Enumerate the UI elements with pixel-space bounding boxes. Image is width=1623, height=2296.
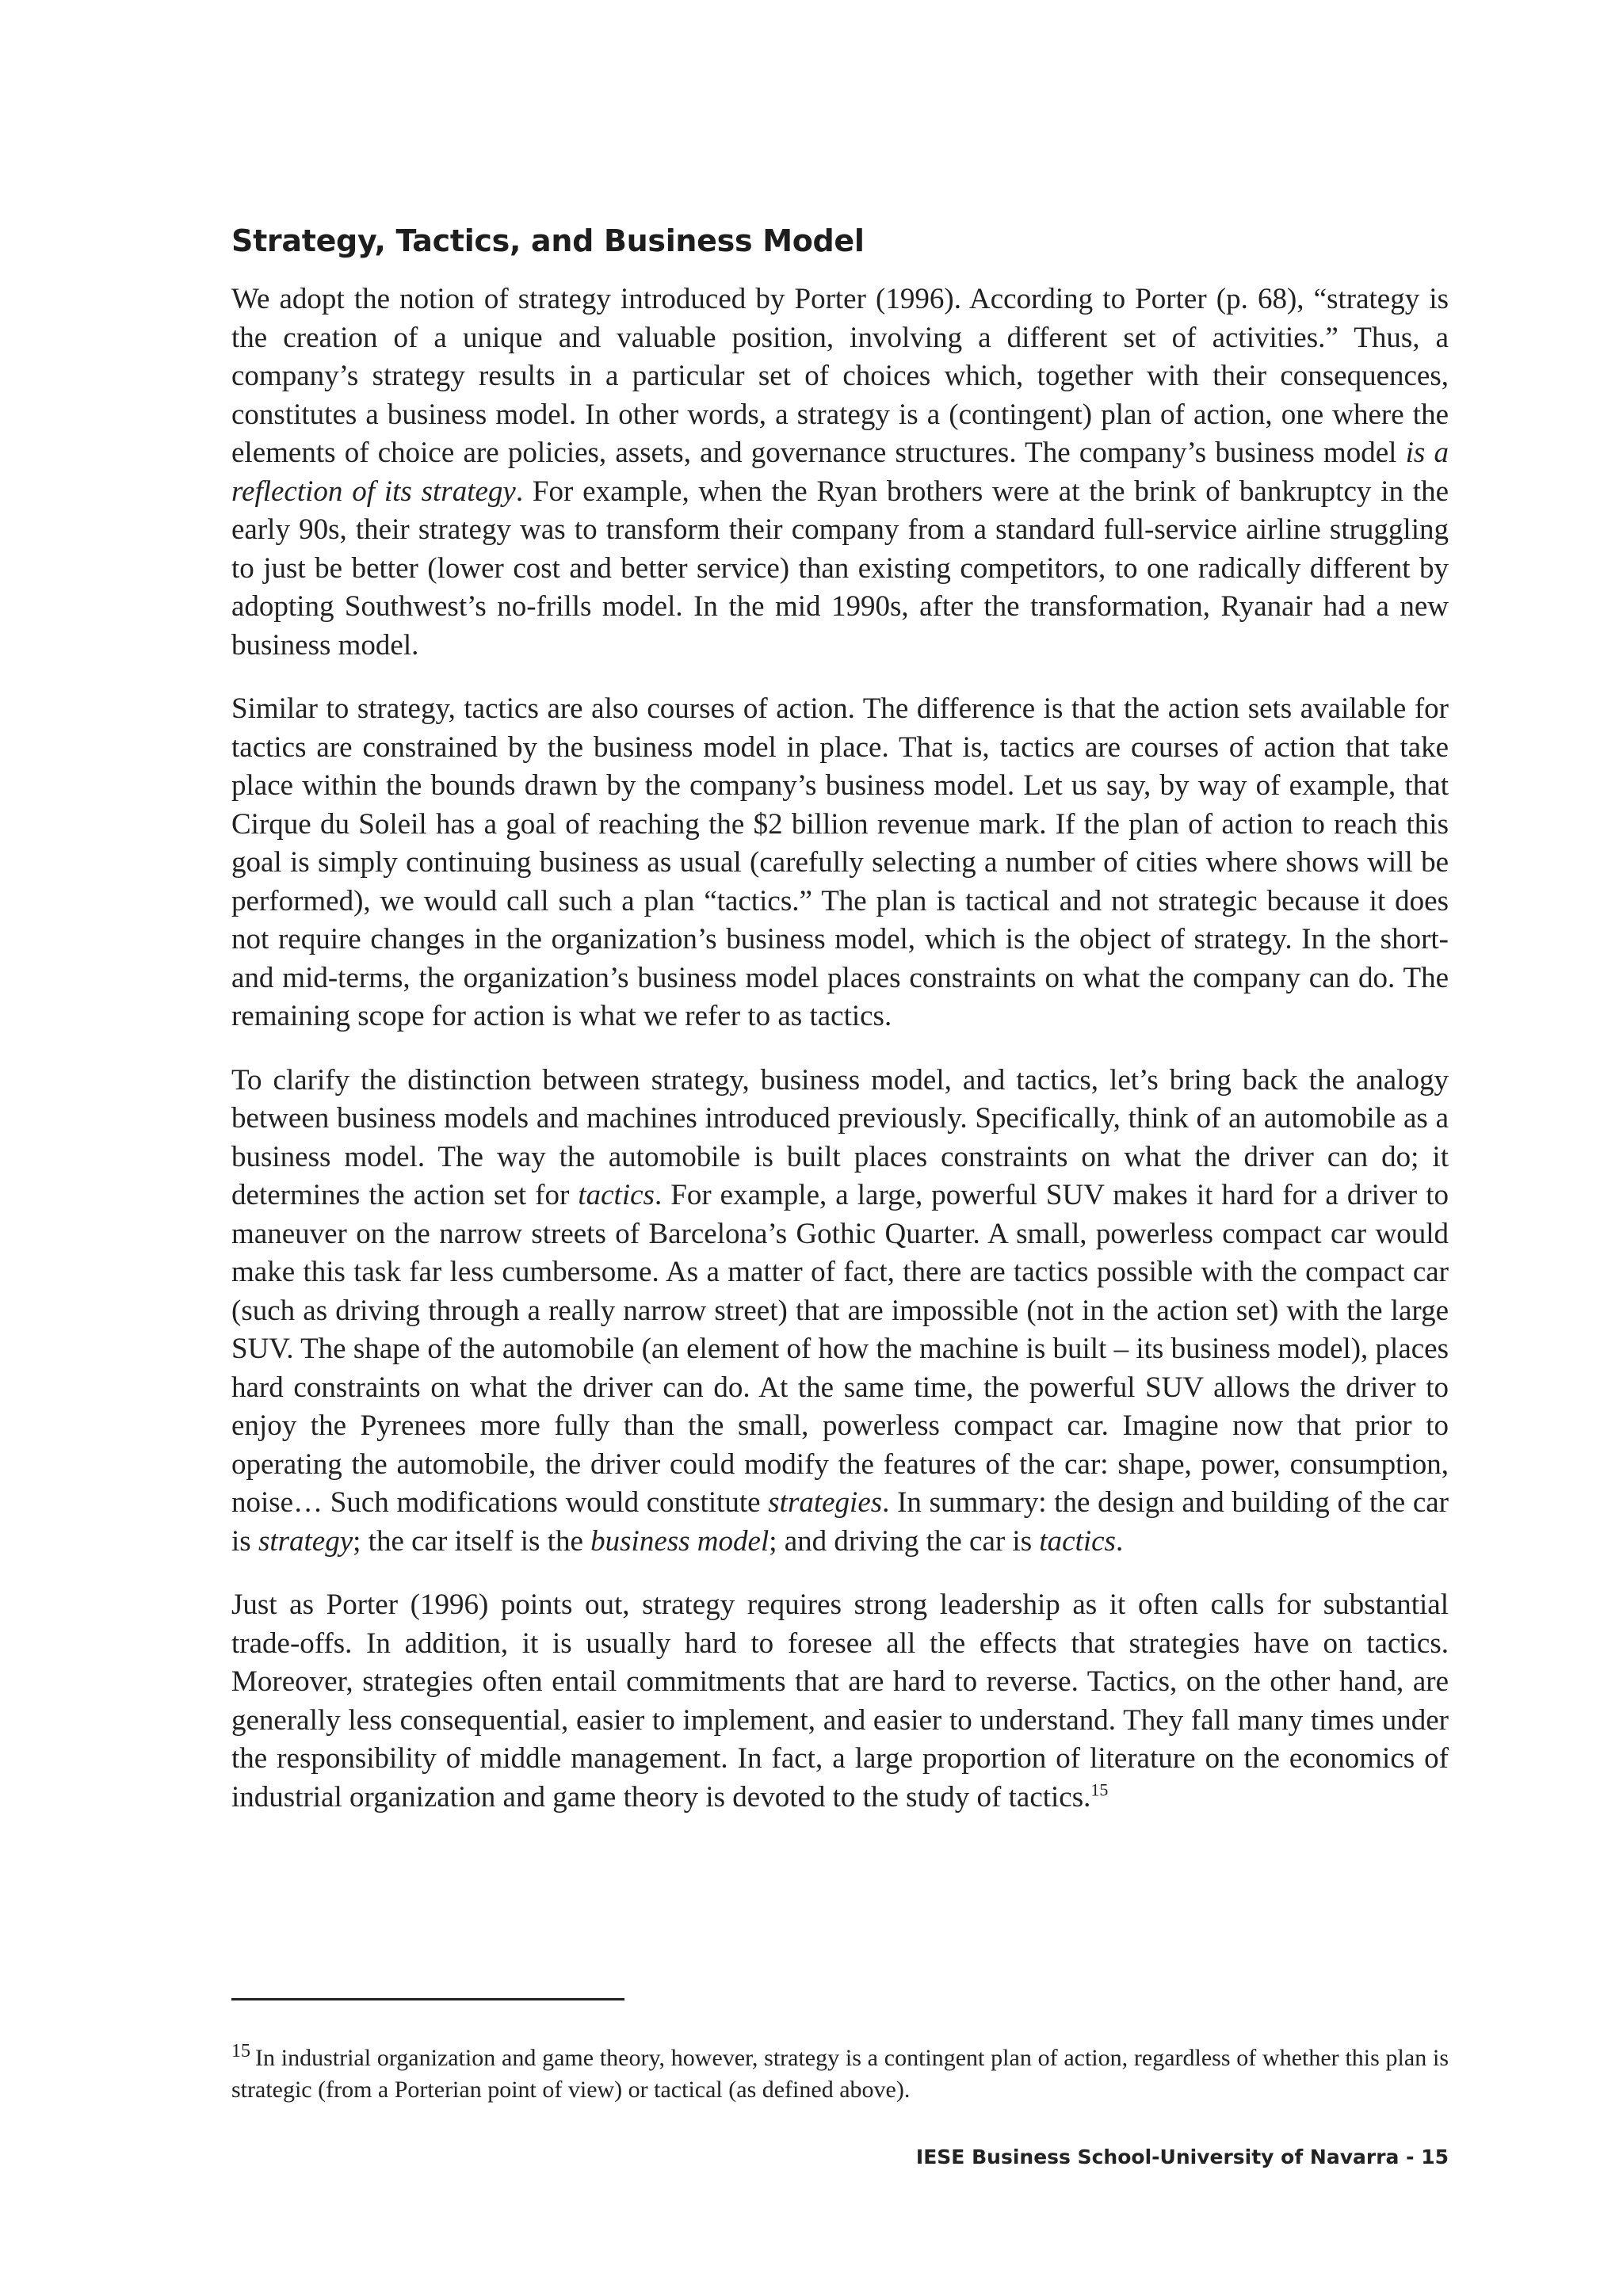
- page-footer: IESE Business School-University of Navarra - 15: [915, 2145, 1449, 2168]
- paragraph-2: [231, 690, 1449, 1036]
- paragraph-3-text-f: .: [1115, 1524, 1124, 1558]
- paragraph-3-text-d: ; the car itself is the: [353, 1524, 591, 1558]
- footnote-reference[interactable]: 15: [1090, 1779, 1109, 1800]
- main-content: [231, 222, 1449, 1842]
- paragraph-4: [231, 1586, 1449, 1817]
- paragraph-1: [231, 280, 1449, 665]
- footnote: [231, 2042, 1449, 2106]
- paragraph-3-text-a: To clarify the distinction between strategy, business model, and tactics, let’s bring back the analogy between business models and machines introduced previously. Specifically, think of an automobile as a business model. The way the automobile is built places constraints on what the driver can do; it determines the action set for: [231, 1063, 1449, 1211]
- paragraph-3-em-strategy: strategy: [258, 1524, 353, 1558]
- paragraph-3: [231, 1062, 1449, 1562]
- paragraph-3-em-tactics-2: tactics: [1039, 1524, 1116, 1558]
- paragraph-3-text-c: . In summary: the design and building of the car is: [231, 1486, 1449, 1558]
- section-heading: Strategy, Tactics, and Business Model: [231, 223, 865, 258]
- paragraph-1-text-a: We adopt the notion of strategy introduced by Porter (1996). According to Porter (p. 68), “strategy is the creation of a unique and valuable position, involving a different set of activities.” Thus, a company’s strategy results in a particular set of choices which, together with their consequences, constitutes a business model. In other words, a strategy is a (contingent) plan of action, one where the elements of choice are policies, assets, and governance structures. The company’s business model: [231, 283, 1449, 469]
- footnote-number: 15: [231, 2041, 250, 2061]
- paragraph-3-em-strategies: strategies: [768, 1486, 883, 1519]
- paragraph-3-text-e: ; and driving the car is: [769, 1524, 1040, 1558]
- paragraph-1-emphasis: is a reflection of its strategy: [231, 437, 1449, 508]
- footnote-divider: [231, 1998, 624, 2000]
- paragraph-3-em-business-model: business model: [590, 1524, 769, 1558]
- paragraph-3-em-tactics-1: tactics: [578, 1179, 655, 1211]
- paragraph-2-text: Similar to strategy, tactics are also courses of action. The difference is that the action sets available for tactics are constrained by the business model in place. That is, tactics are courses of action that take place within the bounds drawn by the company’s business model. Let us say, by way of example, that Cirque du Soleil has a goal of reaching the $2 billion revenue mark. If the plan of action to reach this goal is simply continuing business as usual (carefully selecting a number of cities where shows will be performed), we would call such a plan “tactics.” The plan is tactical and not strategic because it does not require changes in the organization’s business model, which is the object of strategy. In the short- and mid-terms, the organization’s business model places constraints on what the company can do. The remaining scope for action is what we refer to as tactics.: [231, 692, 1449, 1032]
- paragraph-4-text: Just as Porter (1996) points out, strategy requires strong leadership as it often calls for substantial trade-offs. In addition, it is usually hard to foresee all the effects that strategies have on tactics. Moreover, strategies often entail commitments that are hard to reverse. Tactics, on the other hand, are generally less consequential, easier to implement, and easier to understand. They fall many times under the responsibility of middle management. In fact, a large proportion of literature on the economics of industrial organization and game theory is devoted to the study of tactics.: [231, 1589, 1449, 1814]
- paragraph-3-text-b: . For example, a large, powerful SUV makes it hard for a driver to maneuver on the narrow streets of Barcelona’s Gothic Quarter. A small, powerless compact car would make this task far less cumbersome. As a matter of fact, there are tactics possible with the compact car (such as driving through a really narrow street) that are impossible (not in the action set) with the large SUV. The shape of the automobile (an element of how the machine is built – its business model), places hard constraints on what the driver can do. At the same time, the powerful SUV allows the driver to enjoy the Pyrenees more fully than the small, powerless compact car. Imagine now that prior to operating the automobile, the driver could modify the features of the car: shape, power, consumption, noise… Such modifications would constitute: [231, 1179, 1449, 1519]
- footnote-text: In industrial organization and game theory, however, strategy is a contingent plan of action, regardless of whether this plan is strategic (from a Porterian point of view) or tactical (as defined above).: [231, 2045, 1449, 2103]
- paragraph-1-text-b: . For example, when the Ryan brothers were at the brink of bankruptcy in the early 90s, their strategy was to transform their company from a standard full-service airline struggling to just be better (lower cost and better service) than existing competitors, to one radically different by adopting Southwest’s no-frills model. In the mid 1990s, after the transformation, Ryanair had a new business model.: [231, 475, 1449, 662]
